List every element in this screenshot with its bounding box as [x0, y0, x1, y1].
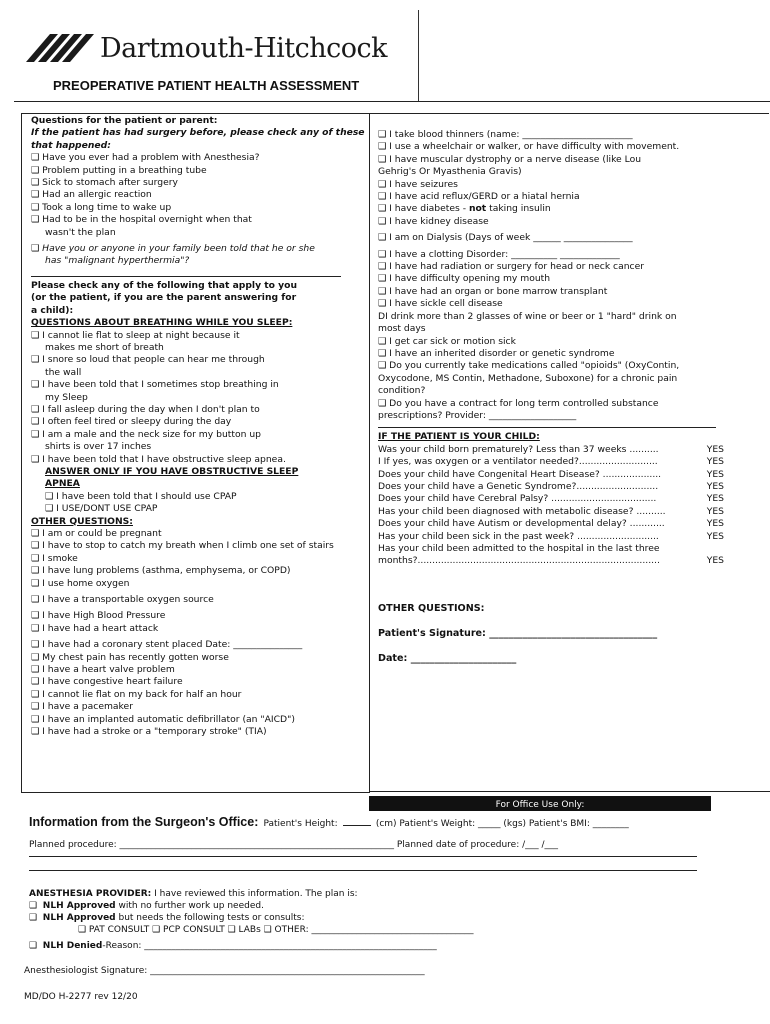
- right-item[interactable]: ❑ I have seizures: [378, 178, 458, 190]
- other-item[interactable]: ❑ I use home oxygen: [31, 577, 130, 589]
- child-question: Does your child have a Genetic Syndrome?............................: [378, 480, 659, 492]
- cardiac-item[interactable]: ❑ My chest pain has recently gotten worse: [31, 651, 229, 663]
- checkbox-icon[interactable]: ❑: [29, 941, 43, 951]
- right-item[interactable]: ❑ I have muscular dystrophy or a nerve disease (like Lou: [378, 153, 642, 165]
- surgeon-info-row: [29, 811, 629, 830]
- kidney-item[interactable]: ❑ I have kidney disease: [378, 215, 489, 227]
- child-answer[interactable]: YES: [706, 468, 724, 480]
- other-questions-label: OTHER QUESTIONS:: [378, 603, 485, 614]
- surgeon-info-title: Information from the Surgeon's Office:: [29, 815, 259, 829]
- sleep-item[interactable]: ❑ I have been told that I sometimes stop breathing in: [31, 379, 279, 391]
- child-answer[interactable]: YES: [706, 518, 724, 530]
- child-answer[interactable]: YES: [706, 555, 724, 567]
- sleep-item-cont: shirts is over 17 inches: [45, 441, 152, 453]
- signature-label: Patient's Signature:: [378, 628, 486, 639]
- right-item[interactable]: ❑ I have had radiation or surgery for head or neck cancer: [378, 261, 645, 273]
- right-item[interactable]: ❑ Do you have a contract for long term controlled substance: [378, 397, 659, 409]
- dialysis-item[interactable]: ❑ I am on Dialysis (Days of week ______ _______________: [378, 232, 633, 244]
- surgery-item[interactable]: ❑ Sick to stomach after surgery: [31, 177, 178, 189]
- office-use-banner: For Office Use Only:: [369, 796, 711, 811]
- nlh-approved-option[interactable]: [29, 900, 264, 912]
- sleep-item-cont: my Sleep: [45, 391, 88, 403]
- child-row[interactable]: [378, 518, 724, 530]
- right-item-cont: most days: [378, 323, 426, 335]
- child-answer[interactable]: YES: [706, 493, 724, 505]
- right-item-cont: condition?: [378, 385, 426, 397]
- cardiac-item[interactable]: ❑ I cannot lie flat on my back for half an hour: [31, 688, 242, 700]
- clotting-item[interactable]: ❑ I have a clotting Disorder: __________ _____________: [378, 248, 620, 260]
- child-row[interactable]: [378, 531, 724, 543]
- form-code: MD/DO H-2277 rev 12/20: [24, 992, 138, 1002]
- check-intro: (or the patient, if you are the parent answering for: [31, 292, 297, 304]
- checkbox-icon[interactable]: ❑: [29, 901, 43, 911]
- nlh-denied-option[interactable]: [29, 940, 437, 952]
- apnea-item[interactable]: ❑ I have been told that I should use CPAP: [45, 490, 237, 502]
- sleep-item[interactable]: ❑ I often feel tired or sleepy during the day: [31, 416, 232, 428]
- checkbox-icon[interactable]: ❑: [29, 913, 43, 923]
- cardiac-item[interactable]: ❑ I have congestive heart failure: [31, 676, 183, 688]
- child-question: Has your child been diagnosed with metabolic disease? ..........: [378, 505, 666, 517]
- anes-text: I have reviewed this information. The plan is:: [151, 889, 358, 899]
- org-name: Dartmouth-Hitchcock: [100, 33, 388, 64]
- anesthesia-provider-row: [29, 888, 358, 900]
- right-item[interactable]: ❑ I use a wheelchair or walker, or have difficulty with movement.: [378, 141, 680, 153]
- child-row[interactable]: [378, 456, 724, 468]
- logo: [26, 30, 446, 70]
- child-header: IF THE PATIENT IS YOUR CHILD:: [378, 431, 540, 443]
- section-divider: [31, 276, 341, 277]
- right-item-cont: prescriptions? Provider: ___________________: [378, 409, 577, 421]
- anes-label: ANESTHESIA PROVIDER:: [29, 889, 152, 899]
- cardiac-item[interactable]: ❑ I have had a stroke or a "temporary stroke" (TIA): [31, 726, 267, 738]
- form-title: PREOPERATIVE PATIENT HEALTH ASSESSMENT: [53, 78, 360, 93]
- diabetes-not: not: [468, 203, 487, 215]
- bp-item[interactable]: ❑ I have High Blood Pressure: [31, 610, 166, 622]
- section-divider: [378, 427, 716, 428]
- date-field[interactable]: [378, 653, 516, 664]
- sleep-item[interactable]: ❑ I have been told that I have obstructive sleep apnea.: [31, 453, 286, 465]
- child-question: Does your child have Autism or developmental delay? ............: [378, 518, 665, 530]
- right-item-cont: Oxycodone, MS Contin, Methadone, Suboxone) for a chronic pain: [378, 372, 678, 384]
- procedure-line[interactable]: [29, 856, 697, 857]
- intro-title: Questions for the patient or parent:: [31, 115, 218, 126]
- child-question: months?...................................................................................: [378, 555, 660, 567]
- right-item[interactable]: ❑ I have acid reflux/GERD or a hiatal hernia: [378, 191, 580, 203]
- surgery-item-cont: wasn't the plan: [45, 226, 116, 238]
- signature-line[interactable]: ___________________________________: [489, 628, 658, 639]
- right-item-cont: Gehrig's Or Myasthenia Gravis): [378, 166, 522, 178]
- child-answer[interactable]: YES: [706, 505, 724, 517]
- child-question: Was your child born prematurely? Less than 37 weeks ..........: [378, 443, 659, 455]
- child-answer[interactable]: YES: [706, 443, 724, 455]
- nlh-approved-consults-option[interactable]: [29, 912, 305, 924]
- surgery-item[interactable]: ❑ Problem putting in a breathing tube: [31, 164, 207, 176]
- right-item[interactable]: ❑ Do you currently take medications called "opioids" (OxyContin,: [378, 360, 680, 372]
- consult-options[interactable]: ❑ PAT CONSULT ❑ PCP CONSULT ❑ LABs ❑ OTHER: ____________________________________: [78, 925, 474, 935]
- sleep-item[interactable]: ❑ I cannot lie flat to sleep at night because it: [31, 329, 240, 341]
- sleep-item[interactable]: ❑ I snore so loud that people can hear me through: [31, 354, 265, 366]
- height-input[interactable]: [343, 825, 371, 826]
- cardiac-item[interactable]: ❑ I have a pacemaker: [31, 701, 133, 713]
- family-question-cont: has "malignant hyperthermia"?: [45, 255, 190, 267]
- check-intro: a child):: [31, 304, 74, 316]
- child-answer[interactable]: YES: [706, 530, 724, 542]
- office-rule: [369, 791, 770, 792]
- other-item[interactable]: ❑ I am or could be pregnant: [31, 528, 162, 539]
- child-row[interactable]: [378, 444, 724, 456]
- sleep-item[interactable]: ❑ I am a male and the neck size for my button up: [31, 428, 261, 440]
- surgery-item[interactable]: ❑ Took a long time to wake up: [31, 201, 172, 213]
- right-column: [378, 129, 724, 568]
- child-row[interactable]: [378, 493, 724, 505]
- cardiac-item[interactable]: ❑ I have a heart valve problem: [31, 664, 175, 676]
- apnea-item[interactable]: ❑ I USE/DONT USE CPAP: [45, 503, 158, 515]
- family-question[interactable]: ❑ Have you or anyone in your family been told that he or she: [31, 243, 315, 255]
- nlh1-label: NLH Approved: [42, 901, 116, 911]
- sleep-item[interactable]: ❑ I fall asleep during the day when I don't plan to: [31, 403, 260, 415]
- cardiac-item[interactable]: ❑ I have an implanted automatic defibrillator (an "AICD"): [31, 713, 295, 725]
- other-item[interactable]: ❑ I smoke: [31, 552, 78, 564]
- denied-reason[interactable]: -Reason: _________________________________________________________________: [102, 941, 437, 951]
- child-question: Does your child have Congenital Heart Disease? ....................: [378, 468, 662, 480]
- patient-signature-field[interactable]: [378, 628, 657, 639]
- other-item[interactable]: ❑ I have lung problems (asthma, emphysema, or COPD): [31, 565, 291, 577]
- child-row[interactable]: [378, 506, 724, 518]
- right-item[interactable]: DI drink more than 2 glasses of wine or beer or 1 "hard" drink on: [378, 310, 677, 322]
- date-line[interactable]: ______________________: [410, 653, 517, 664]
- stent-item[interactable]: ❑ I have had a coronary stent placed Date: _______________: [31, 639, 303, 651]
- diabetes-pre: ❑ I have diabetes -: [378, 203, 469, 215]
- child-row[interactable]: [378, 481, 724, 493]
- height-label: Patient's Height:: [263, 819, 338, 829]
- right-item[interactable]: ❑ I take blood thinners (name: ________________________: [378, 129, 633, 140]
- nlh1-text: with no further work up needed.: [115, 901, 264, 911]
- other-header: OTHER QUESTIONS:: [31, 515, 133, 527]
- left-column: [31, 115, 366, 739]
- surgery-item[interactable]: ❑ Have you ever had a problem with Anesthesia?: [31, 152, 260, 164]
- header-rule: [14, 101, 770, 102]
- child-question: Has your child been sick in the past week? ............................: [378, 530, 659, 542]
- right-item[interactable]: ❑ I have had an organ or bone marrow transplant: [378, 285, 608, 297]
- check-intro: Please check any of the following that apply to you: [31, 279, 298, 291]
- apnea-header: APNEA: [45, 478, 80, 490]
- nlh2-label: NLH Approved: [42, 913, 116, 923]
- intro-instruction: If the patient has had surgery before, please check any of these that happened:: [31, 127, 365, 151]
- surgery-item[interactable]: ❑ Had an allergic reaction: [31, 189, 152, 201]
- nlh2-text: but needs the following tests or consults:: [115, 913, 305, 923]
- right-item[interactable]: ❑ I have difficulty opening my mouth: [378, 273, 551, 285]
- sleep-header: QUESTIONS ABOUT BREATHING WHILE YOU SLEEP:: [31, 317, 293, 329]
- hospital-question: Has your child been admitted to the hospital in the last three: [378, 543, 660, 554]
- child-answer[interactable]: YES: [706, 456, 724, 468]
- child-answer[interactable]: YES: [706, 480, 724, 492]
- metrics-fields[interactable]: (cm) Patient's Weight: _____ (kgs) Patient's BMI: ________: [375, 819, 629, 829]
- apnea-header: ANSWER ONLY IF YOU HAVE OBSTRUCTIVE SLEEP: [45, 465, 299, 477]
- diabetes-post: taking insulin: [486, 203, 551, 215]
- right-item[interactable]: ❑ I have sickle cell disease: [378, 298, 503, 310]
- child-row[interactable]: [378, 469, 724, 481]
- procedure-line[interactable]: [29, 870, 697, 871]
- logo-slashes-icon: [26, 32, 98, 66]
- right-item[interactable]: ❑ I get car sick or motion sick: [378, 335, 516, 347]
- diabetes-item[interactable]: [378, 203, 724, 215]
- bp-item[interactable]: ❑ I have had a heart attack: [31, 622, 159, 634]
- planned-procedure-field[interactable]: Planned procedure: _____________________________________________________________ Planned date of procedure: /___ /___: [29, 840, 559, 850]
- oxygen-source-item[interactable]: ❑ I have a transportable oxygen source: [31, 594, 214, 606]
- child-row[interactable]: [378, 555, 724, 567]
- sleep-item-cont: the wall: [45, 366, 82, 378]
- anesthesiologist-signature[interactable]: Anesthesiologist Signature: _____________________________________________________________: [24, 966, 425, 976]
- header-divider: [418, 10, 419, 102]
- child-question: I If yes, was oxygen or a ventilator needed?...........................: [378, 456, 658, 468]
- surgery-item[interactable]: ❑ Had to be in the hospital overnight when that: [31, 214, 252, 226]
- sleep-item-cont: makes me short of breath: [45, 341, 164, 353]
- child-question: Does your child have Cerebral Palsy? ....................................: [378, 493, 657, 505]
- other-item[interactable]: ❑ I have to stop to catch my breath when I climb one set of stairs: [31, 540, 334, 552]
- denied-label: NLH Denied: [42, 941, 103, 951]
- right-item[interactable]: ❑ I have an inherited disorder or genetic syndrome: [378, 347, 615, 359]
- date-label: Date:: [378, 653, 408, 664]
